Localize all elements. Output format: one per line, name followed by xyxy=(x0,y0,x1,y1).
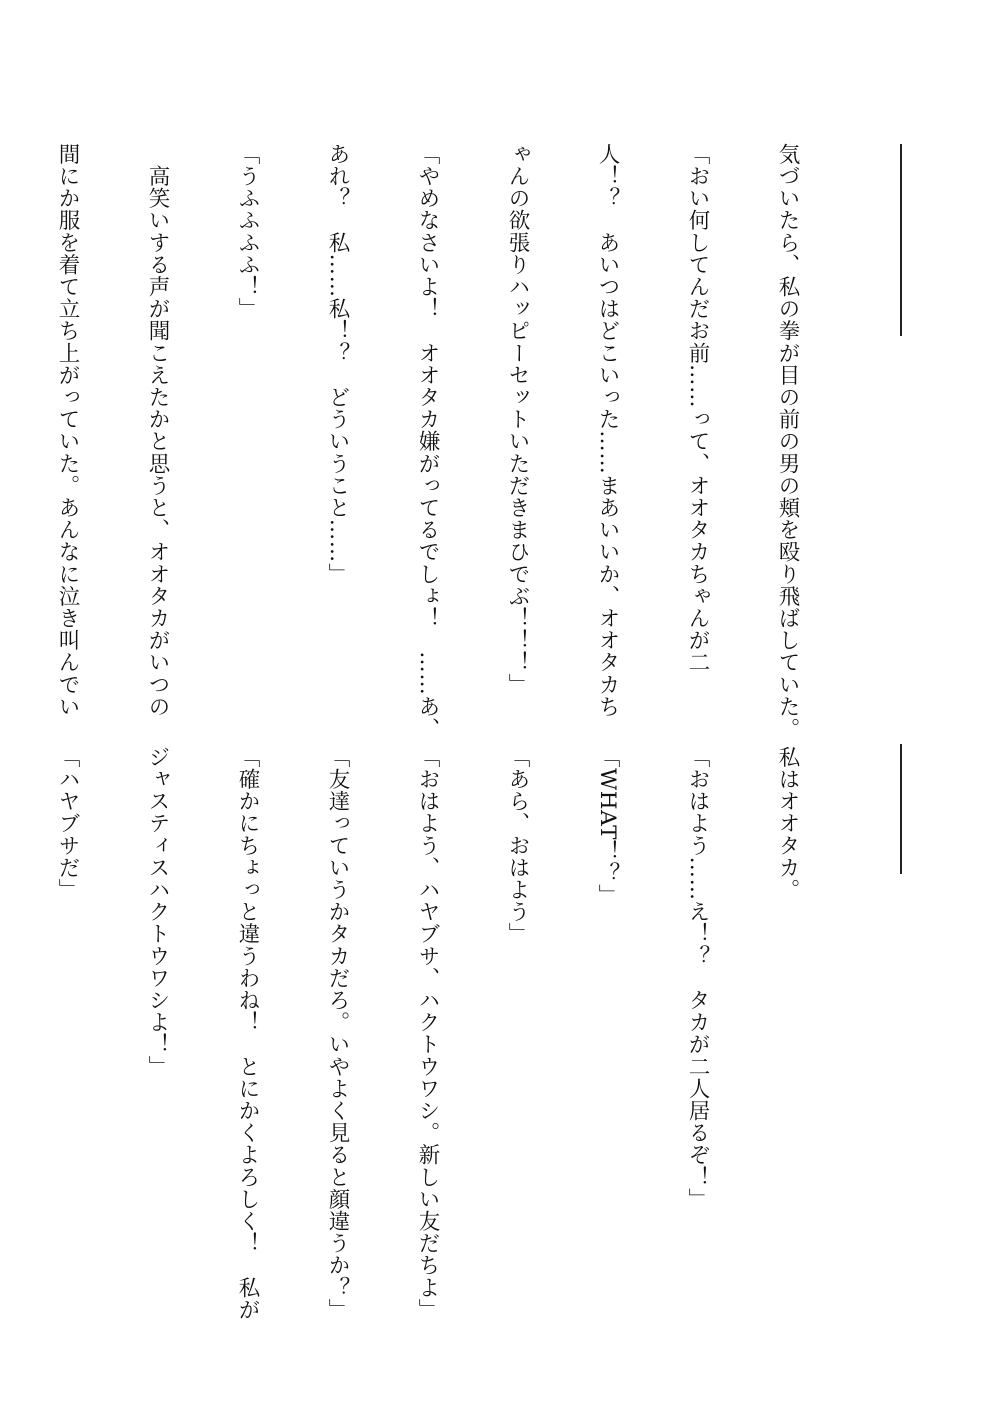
text-line: 「確かにちょっと違うわね！ とにかくよろしく！ 私が xyxy=(235,746,260,1321)
text-block-top xyxy=(0,143,862,740)
text-line: あれ？ 私……私！？ どういうこと……」 xyxy=(325,143,350,585)
section-divider-top xyxy=(900,144,902,336)
text-line: 人！？ あいつはどこいった……まあいいか、オオタカち xyxy=(595,143,620,718)
text-line: ジャスティスハクトウワシよ！」 xyxy=(145,746,170,1078)
text-line: 「友達っていうかタカだろ。いやよく見ると顔違うか？」 xyxy=(325,746,350,1321)
text-line: 「おはよう、ハヤブサ、ハクトウワシ。新しい友だちよ」 xyxy=(415,746,440,1321)
text-block-bottom xyxy=(0,746,862,1326)
text-line: 間にか服を着て立ち上がっていた。あんなに泣き叫んでい xyxy=(55,143,80,718)
text-line: 「あら、おはよう」 xyxy=(505,746,530,945)
text-line: 「おい何してんだお前……って、オオタカちゃんが二 xyxy=(685,143,710,674)
text-line: 私はオオタカ。 xyxy=(775,746,800,901)
section-divider-bottom xyxy=(900,744,902,874)
text-line: 気づいたら、私の拳が目の前の男の頬を殴り飛ばしていた。 xyxy=(775,143,800,740)
text-line: 「WHAT！？」 xyxy=(595,746,620,907)
text-line: 高笑いする声が聞こえたかと思うと、オオタカがいつの xyxy=(145,143,170,718)
text-line: ゃんの欲張りハッピーセットいただきまひでぶ！！！」 xyxy=(505,143,530,696)
text-line: 「ハヤブサだ」 xyxy=(55,746,80,901)
text-line: 「うふふふふ！」 xyxy=(235,143,260,320)
text-line: 「おはよう……え！？ タカが二人居るぞ！」 xyxy=(685,746,710,1211)
text-line: 「やめなさいよ！ オオタカ嫌がってるでしょ！ ……あ、 xyxy=(415,143,440,740)
